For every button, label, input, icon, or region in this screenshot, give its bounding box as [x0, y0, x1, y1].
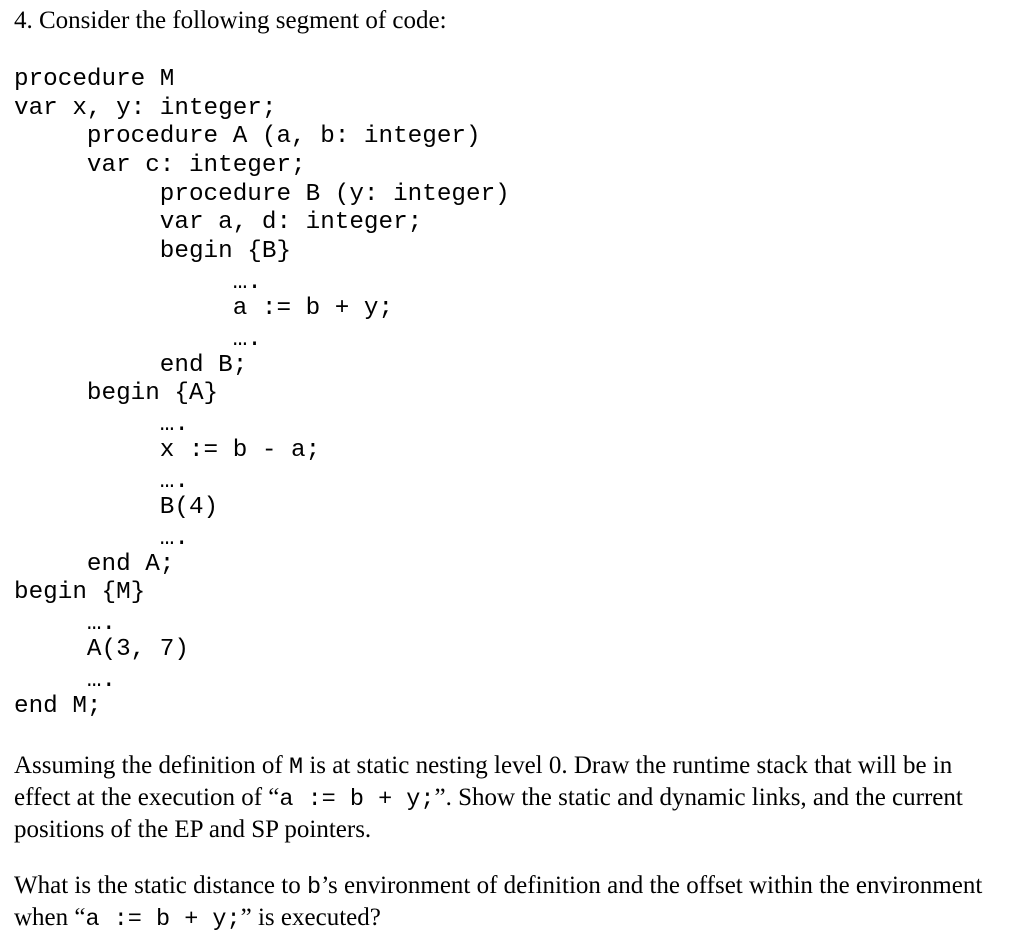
- paragraph-text: is at static nesting level 0. Draw the runtime stack that will be in effect at the execution of “: [14, 752, 953, 811]
- code-line: var c: integer;: [14, 152, 306, 179]
- inline-code: M: [288, 754, 304, 781]
- paragraph-text: ’s environment of definition and the offset within the environment when “: [14, 872, 983, 931]
- code-line: ….: [14, 610, 117, 637]
- code-line: A(3, 7): [14, 636, 189, 663]
- code-line: B(4): [14, 494, 219, 521]
- code-line: end M;: [14, 693, 102, 720]
- paragraph-text: ” is executed?: [240, 904, 381, 931]
- code-line: ….: [14, 468, 189, 495]
- paragraph-text: ”. Show the static and dynamic links, and the current positions of the EP and SP pointers.: [14, 784, 963, 843]
- inline-code: b: [306, 874, 322, 901]
- code-line: ….: [14, 525, 189, 552]
- inline-code: a := b + y;: [279, 786, 435, 813]
- paragraph-text: Assuming the definition of: [14, 752, 289, 779]
- code-line: ….: [14, 269, 262, 296]
- code-line: a := b + y;: [14, 295, 394, 322]
- question-paragraph: [14, 871, 1014, 935]
- code-line: begin {A}: [14, 380, 219, 407]
- code-line: procedure B (y: integer): [14, 181, 510, 208]
- code-line: end B;: [14, 352, 248, 379]
- inline-code: a := b + y;: [85, 906, 241, 933]
- code-line: var x, y: integer;: [14, 95, 277, 122]
- code-line: ….: [14, 326, 262, 353]
- code-line: ….: [14, 667, 117, 694]
- code-line: begin {B}: [14, 238, 292, 265]
- code-block: [14, 0, 1014, 730]
- code-line: ….: [14, 411, 189, 438]
- code-line: end A;: [14, 551, 175, 578]
- instruction-paragraph: [14, 751, 1014, 845]
- code-line: x := b - a;: [14, 437, 321, 464]
- code-line: procedure M: [14, 66, 175, 93]
- paragraph-text: What is the static distance to: [14, 872, 307, 899]
- question-title: 4. Consider the following segment of code:: [14, 7, 447, 34]
- code-line: procedure A (a, b: integer): [14, 123, 481, 150]
- code-line: begin {M}: [14, 579, 146, 606]
- code-line: var a, d: integer;: [14, 209, 423, 236]
